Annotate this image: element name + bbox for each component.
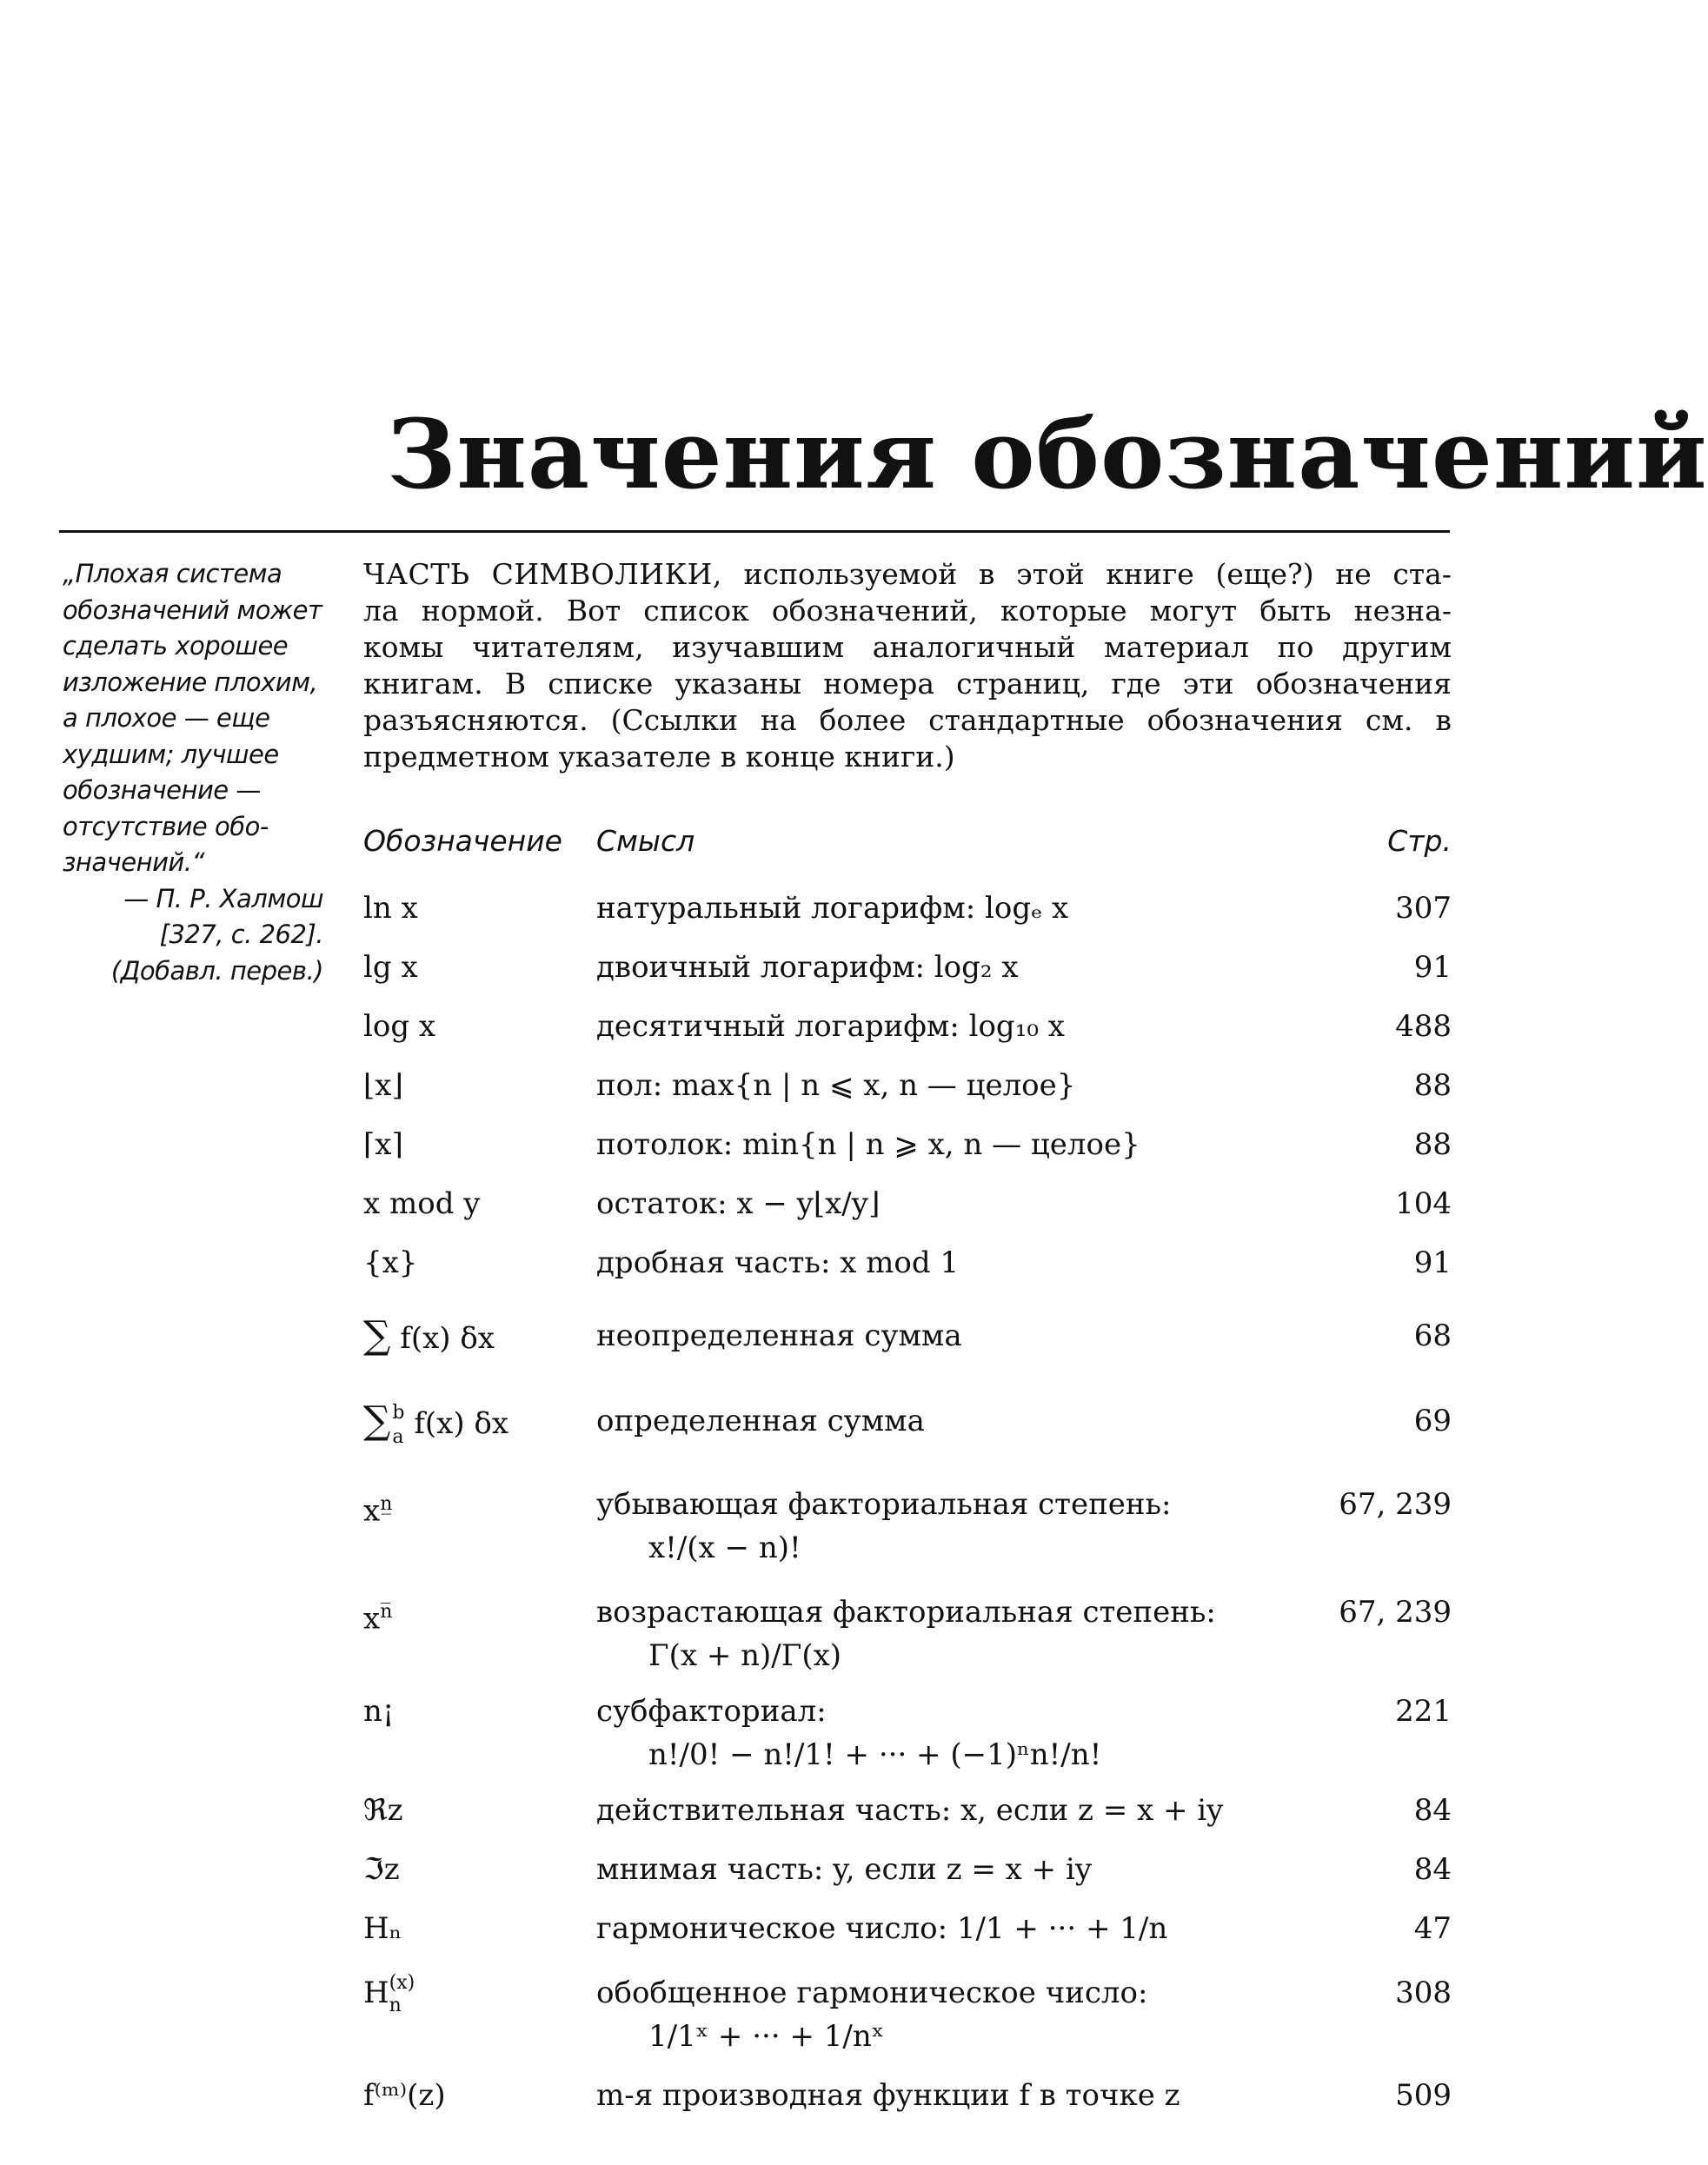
row-meaning: обобщенное гармоническое число: 1/1ˣ + ··· + 1/nˣ <box>596 1971 1266 2058</box>
intro-paragraph <box>363 556 1452 775</box>
row-meaning: мнимая часть: y, если z = x + iy <box>596 1852 1093 1887</box>
row-meaning-cont: 1/1ˣ + ··· + 1/nˣ <box>648 2019 885 2054</box>
row-page: 84 <box>1413 1852 1452 1887</box>
row-page: 88 <box>1413 1127 1452 1162</box>
sum-icon: ∑ <box>363 1313 391 1358</box>
row-page: 221 <box>1395 1694 1452 1729</box>
row-symbol: x mod y <box>363 1186 481 1221</box>
row-meaning: десятичный логарифм: log₁₀ x <box>596 1009 1065 1044</box>
row-meaning: потолок: min{n | n ⩾ x, n — целое} <box>596 1127 1140 1162</box>
row-page: 91 <box>1413 950 1452 985</box>
intro-lead: ЧАСТЬ СИМВОЛИКИ, <box>363 557 722 591</box>
row-meaning-cont: Γ(x + n)/Γ(x) <box>648 1638 842 1673</box>
title-rule <box>59 530 1450 533</box>
epigraph-line: обозначение — <box>63 775 261 805</box>
row-page: 69 <box>1413 1404 1452 1438</box>
row-symbol: log x <box>363 1009 436 1044</box>
row-symbol: ⌈x⌉ <box>363 1127 403 1162</box>
row-page: 47 <box>1413 1911 1452 1946</box>
epigraph-line: изложение плохим, <box>63 667 318 697</box>
header-page: Стр. <box>1387 824 1452 858</box>
row-meaning-cont: x!/(x − n)! <box>648 1531 801 1565</box>
sum-icon: ∑ <box>363 1398 391 1443</box>
row-page: 308 <box>1395 1976 1452 2010</box>
epigraph-line: худшим; лучшее <box>63 739 279 769</box>
epigraph-line: „Плохая система <box>63 559 282 588</box>
row-page: 67, 239 <box>1339 1595 1452 1630</box>
row-meaning: гармоническое число: 1/1 + ··· + 1/n <box>596 1911 1168 1946</box>
epigraph-note: (Добавл. перев.) <box>110 955 323 986</box>
intro-line: разъясняются. (Ссылки на более стандартные обозначения см. в <box>363 703 1452 737</box>
epigraph-line: сделать хорошее <box>63 631 289 661</box>
row-meaning: пол: max{n | n ⩽ x, n — целое} <box>596 1068 1076 1103</box>
row-symbol-rest: f(x) δx <box>404 1406 509 1441</box>
notation-table-header <box>363 824 1452 866</box>
row-meaning: убывающая факториальная степень: x!/(x − n)! <box>596 1483 1266 1570</box>
intro-line: комы читателям, изучавшим аналогичный материал по другим <box>363 630 1452 664</box>
epigraph-line: а плохое — еще <box>63 703 270 733</box>
intro-line: ла нормой. Вот список обозначений, которые могут быть незна- <box>363 594 1452 628</box>
row-symbol: H (x) n <box>363 1972 415 2016</box>
row-symbol-sup: n̅ <box>380 1601 393 1623</box>
intro-line-1-rest: используемой в этой книге (еще?) не ста- <box>721 557 1452 591</box>
epigraph-line: обозначений может <box>63 594 322 625</box>
row-meaning: натуральный логарифм: logₑ x <box>596 891 1069 926</box>
row-meaning: остаток: x − y⌊x/y⌋ <box>596 1186 881 1221</box>
row-symbol <box>363 1399 508 1450</box>
row-symbol: {x} <box>363 1245 418 1280</box>
intro-line: предметном указателе в конце книги.) <box>363 740 955 774</box>
row-symbol: ⌊x⌋ <box>363 1068 403 1103</box>
row-meaning: субфакториал: n!/0! − n!/1! + ··· + (−1)ⁿn!/n! <box>596 1690 1266 1776</box>
row-symbol: ℜz <box>363 1793 403 1828</box>
row-page: 509 <box>1395 2078 1452 2113</box>
intro-line: книгам. В списке указаны номера страниц, где эти обозначения <box>363 667 1452 701</box>
row-page: 67, 239 <box>1339 1487 1452 1522</box>
row-page: 307 <box>1395 891 1452 926</box>
page-title: Значения обозначений <box>387 398 1708 510</box>
row-symbol: ℑz <box>363 1852 400 1887</box>
row-symbol-sub: n <box>389 1995 402 2016</box>
row-page: 104 <box>1395 1186 1452 1221</box>
row-symbol: n¡ <box>363 1694 395 1729</box>
row-symbol: lg x <box>363 950 418 985</box>
epigraph-line: отсутствие обо- <box>63 811 269 841</box>
epigraph-author: — П. Р. Халмош <box>123 883 323 913</box>
row-meaning: двоичный логарифм: log₂ x <box>596 950 1019 985</box>
row-page: 91 <box>1413 1245 1452 1280</box>
epigraph <box>63 556 323 989</box>
row-symbol-sup: n̲ <box>380 1493 393 1515</box>
row-symbol: Hₙ <box>363 1911 402 1946</box>
row-meaning-cont: n!/0! − n!/1! + ··· + (−1)ⁿn!/n! <box>648 1737 1102 1772</box>
row-page: 68 <box>1413 1318 1452 1353</box>
sum-lower-limit: a <box>392 1426 404 1448</box>
row-page: 84 <box>1413 1793 1452 1828</box>
sum-upper-limit: b <box>392 1402 405 1424</box>
row-symbol: $x^{n̲}$ <box>363 1493 393 1529</box>
row-symbol: ln x <box>363 891 418 926</box>
header-meaning: Смысл <box>596 824 695 858</box>
intro-line <box>363 556 1452 593</box>
row-symbol-sup: (x) <box>389 1972 415 1994</box>
row-meaning: неопределенная сумма <box>596 1318 962 1353</box>
row-symbol: f⁽ᵐ⁾(z) <box>363 2078 446 2113</box>
row-page: 488 <box>1395 1009 1452 1044</box>
row-meaning: действительная часть: x, если z = x + iy <box>596 1793 1224 1828</box>
row-meaning: m-я производная функции f в точке z <box>596 2078 1180 2113</box>
row-meaning: возрастающая факториальная степень: Γ(x + n)/Γ(x) <box>596 1591 1266 1677</box>
epigraph-source: [327, с. 262]. <box>159 920 323 949</box>
header-symbol: Обозначение <box>363 824 562 858</box>
row-meaning: дробная часть: x mod 1 <box>596 1245 960 1280</box>
row-page: 88 <box>1413 1068 1452 1103</box>
row-meaning: определенная сумма <box>596 1404 925 1438</box>
row-symbol <box>363 1314 495 1360</box>
row-symbol: $x^{n̅}$ <box>363 1601 393 1637</box>
row-symbol-rest: f(x) δx <box>390 1321 495 1356</box>
epigraph-line: значений.“ <box>63 847 205 877</box>
